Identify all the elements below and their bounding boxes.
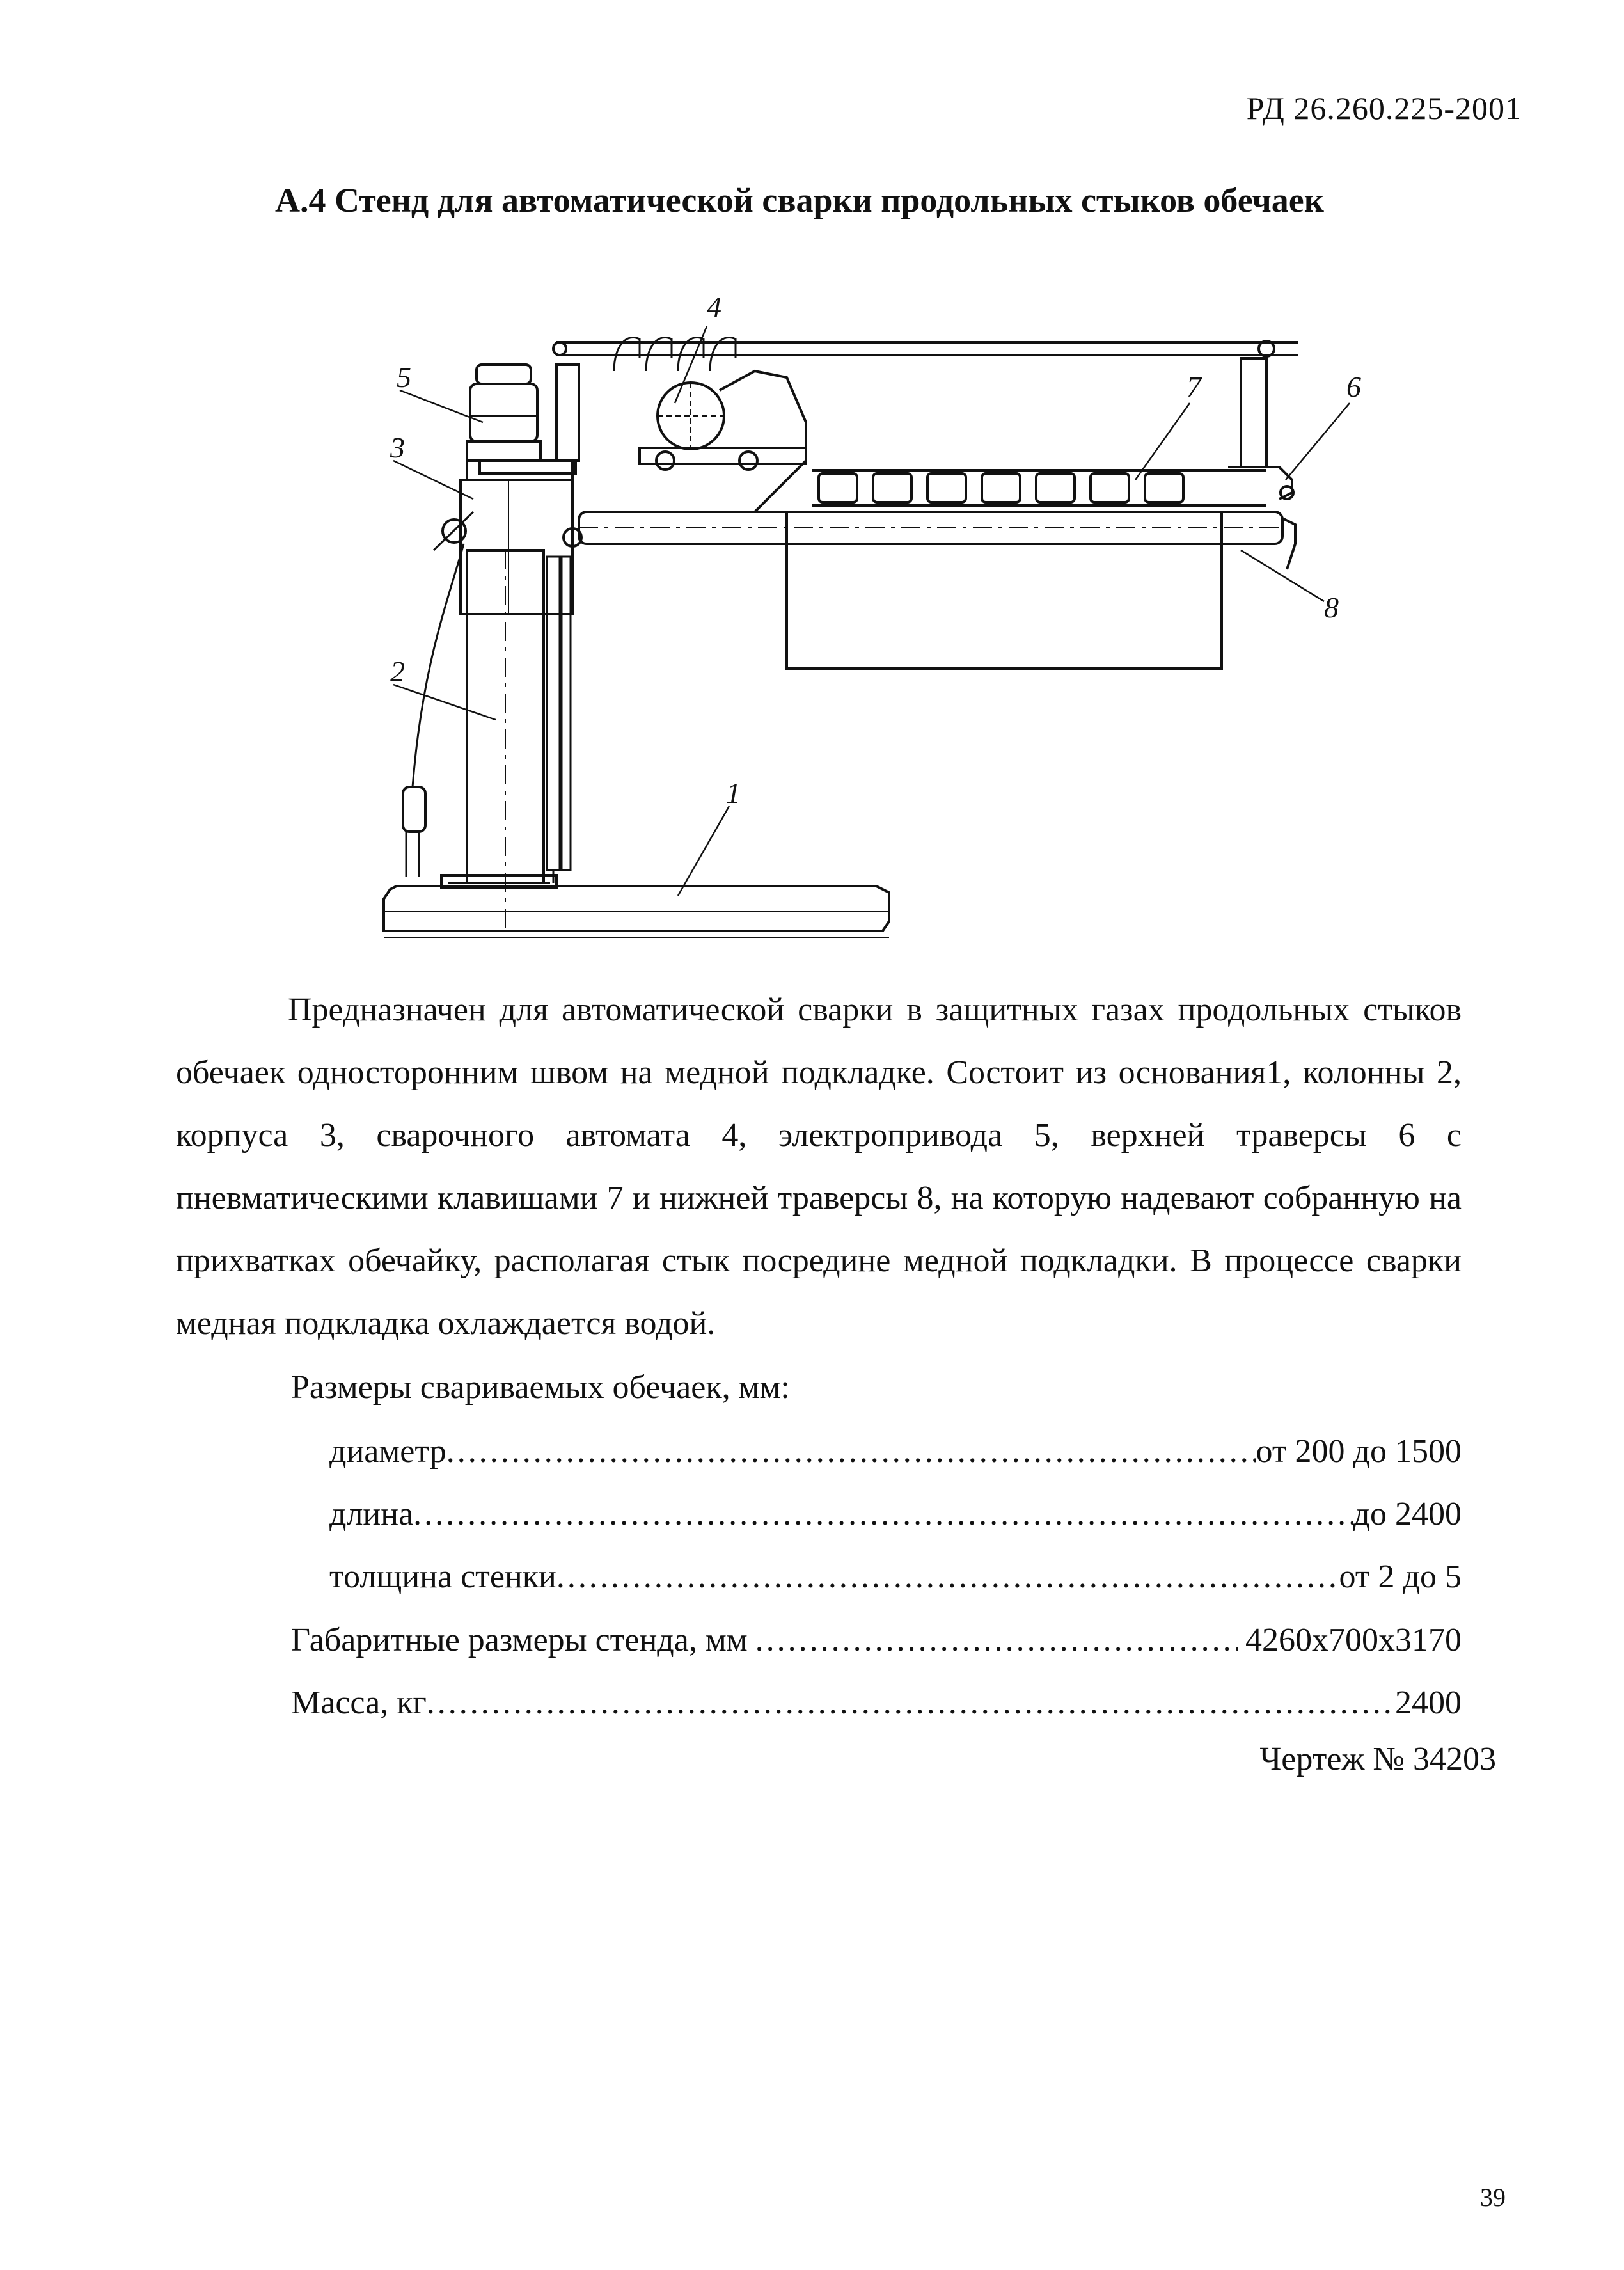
- description-text: Предназначен для автоматической сварки в защитных газах продольных стыков обечаек односторонним швом на медной подкладке. Состоит из основания1, колонны 2, корпуса 3, сварочного автомата 4, электропривода 5, верхней траверсы 6 с пневматическими клавишами 7 и нижней траверсы 8, на которую надевают собранную на прихватках обечайку, располагая стык посредине медной подкладки. В процессе сварки медная подкладка охлаждается водой.: [176, 992, 1462, 1342]
- spec-label: толщина стенки: [329, 1559, 556, 1595]
- callout-8: 8: [1324, 591, 1339, 624]
- spec-row-diameter: [329, 1420, 1462, 1483]
- page-number: 39: [1480, 2183, 1506, 2212]
- description-paragraph: [176, 979, 1462, 1355]
- callout-6: 6: [1346, 370, 1361, 403]
- callout-4: 4: [707, 290, 721, 323]
- shell-workpiece: [787, 512, 1222, 669]
- pneumatic-keys: [812, 470, 1266, 505]
- spec-row-thickness: [329, 1546, 1462, 1608]
- callout-5: 5: [397, 361, 411, 393]
- callout-3: 3: [390, 431, 405, 464]
- technical-drawing: [371, 269, 1369, 960]
- pendant-cable: [403, 544, 464, 877]
- spec-row-mass: [291, 1672, 1462, 1734]
- callout-2: 2: [390, 655, 405, 688]
- spec-label: Масса, кг: [291, 1685, 427, 1721]
- spec-label: длина: [329, 1496, 414, 1532]
- section-title: А.4 Стенд для автоматической сварки продольных стыков обечаек: [275, 181, 1324, 219]
- spec-value: от 200 до 1500: [1256, 1433, 1462, 1470]
- spec-value: до 2400: [1353, 1496, 1462, 1532]
- spec-row-overall: [291, 1609, 1462, 1672]
- document-code: РД 26.260.225-2001: [1246, 90, 1522, 126]
- callout-1: 1: [726, 777, 741, 809]
- electric-drive: [467, 365, 576, 473]
- upper-traverse: [553, 341, 1298, 499]
- spec-overall: [291, 1609, 1462, 1734]
- lower-traverse: [579, 512, 1295, 569]
- welding-automat: [614, 337, 806, 512]
- spec-list: [329, 1420, 1462, 1608]
- sizes-heading: Размеры свариваемых обечаек, мм:: [291, 1369, 790, 1406]
- spec-value: от 2 до 5: [1339, 1559, 1462, 1595]
- spec-label: диаметр: [329, 1433, 446, 1470]
- drawing-reference: Чертеж № 34203: [1259, 1741, 1496, 1777]
- spec-value: 2400: [1395, 1685, 1462, 1721]
- spec-value: 4260х700х3170: [1245, 1622, 1462, 1658]
- spec-label: Габаритные размеры стенда, мм: [291, 1622, 748, 1658]
- callout-7: 7: [1186, 370, 1201, 403]
- base-plate: [384, 875, 889, 937]
- spec-row-length: [329, 1483, 1462, 1546]
